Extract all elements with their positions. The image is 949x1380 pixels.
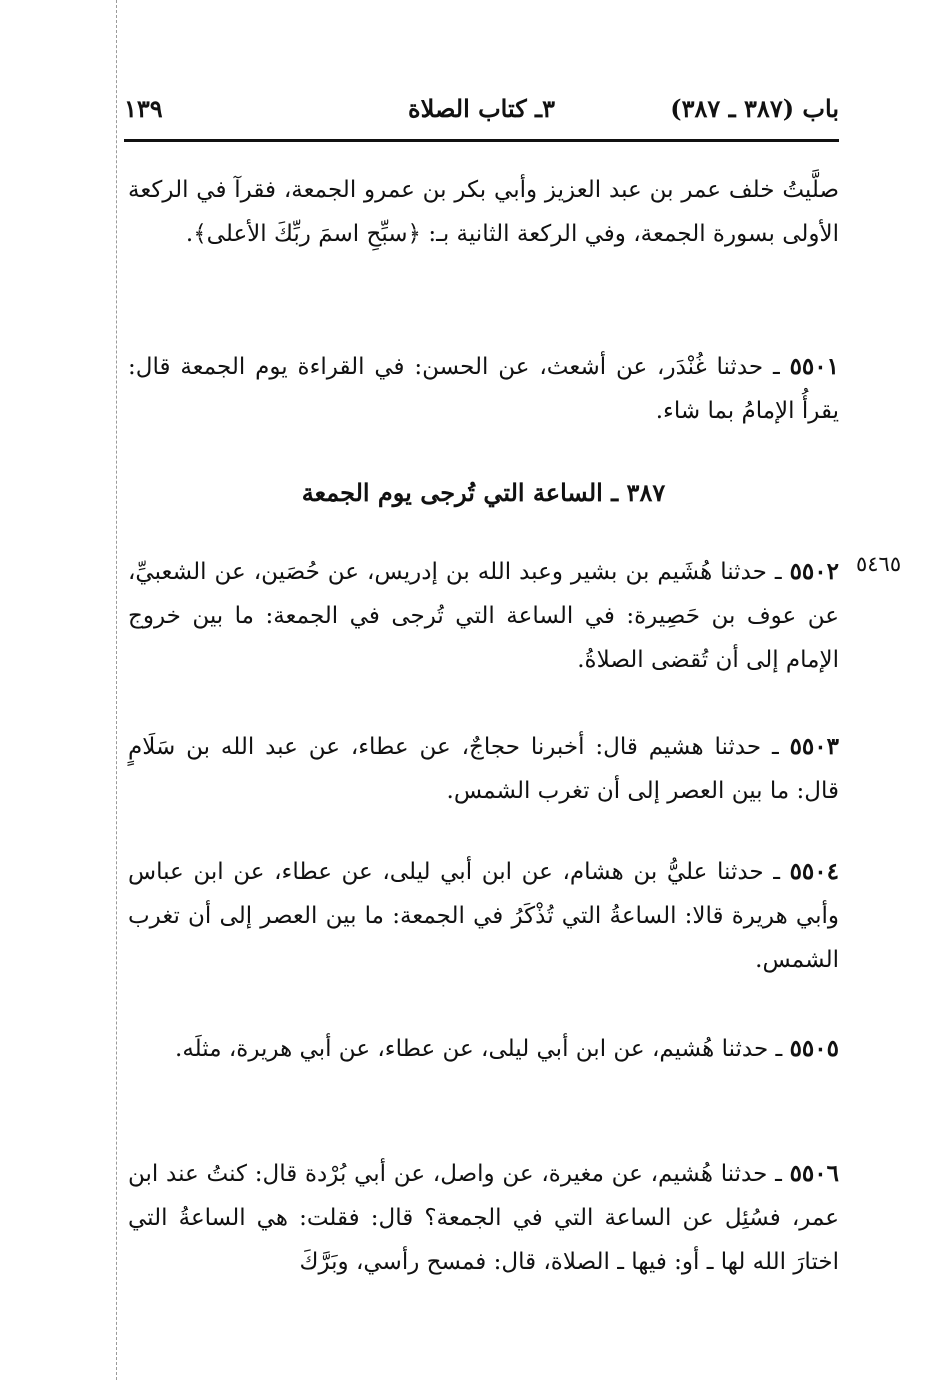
header-rule xyxy=(124,139,839,142)
hadith-5506 xyxy=(128,1152,839,1284)
book-title: ٣ـ كتاب الصلاة xyxy=(408,94,555,123)
hadith-5504 xyxy=(128,850,839,982)
hadith-number: ٥٥٠٢ xyxy=(789,558,839,585)
page-header xyxy=(124,86,839,130)
hadith-number: ٥٥٠٥ xyxy=(789,1035,839,1062)
hadith-5505 xyxy=(128,1027,839,1071)
hadith-number: ٥٥٠٦ xyxy=(789,1160,839,1187)
chapter-reference: باب (٣٨٧ ـ ٣٨٧) xyxy=(670,94,839,123)
paragraph-text: صلَّيتُ خلف عمر بن عبد العزيز وأبي بكر بن عمرو الجمعة، فقرآ في الركعة الأولى بسورة الجمعة، وفي الركعة الثانية بـ: ﴿سبِّحِ اسمَ ربِّكَ الأعلى﴾. xyxy=(128,177,839,247)
hadith-text: ـ حدثنا هُشيم، عن ابن أبي ليلى، عن عطاء، عن أبي هريرة، مثلَه. xyxy=(175,1036,790,1062)
paragraph-continuation xyxy=(128,168,839,256)
page-number: ١٣٩ xyxy=(124,94,163,123)
hadith-text: ـ حدثنا هشيم قال: أخبرنا حجاجٌ، عن عطاء، عن عبد الله بن سَلَامٍ قال: ما بين العصر إلى أن تغرب الشمس. xyxy=(128,734,839,804)
hadith-text: ـ حدثنا هُشيم، عن مغيرة، عن واصل، عن أبي بُرْدة قال: كنتُ عند ابن عمر، فسُئِل عن الساعة التي في الجمعة؟ قال: فقلت: هي الساعةُ التي اختارَ الله لها ـ أو: فيها ـ الصلاة، قال: فمسح رأسي، وبَرَّكَ xyxy=(128,1161,839,1275)
hadith-5503 xyxy=(128,725,839,813)
margin-reference-number: ٥٤٦٥ xyxy=(856,552,902,576)
page-edge-dashed-line xyxy=(116,0,117,1380)
hadith-number: ٥٥٠١ xyxy=(789,353,839,380)
hadith-5501 xyxy=(128,345,839,433)
hadith-number: ٥٥٠٤ xyxy=(789,858,839,885)
hadith-text: ـ حدثنا غُنْدَر، عن أشعث، عن الحسن: في القراءة يوم الجمعة قال: يقرأُ الإمامُ بما شاء. xyxy=(128,354,839,424)
hadith-text: ـ حدثنا هُشَيم بن بشير وعبد الله بن إدريس، عن حُصَين، عن الشعبيِّ، عن عوف بن حَصِيرة: في الساعة التي تُرجى في الجمعة: ما بين خروج الإمام إلى أن تُقضى الصلاةُ. xyxy=(128,559,839,673)
hadith-5502 xyxy=(128,550,839,682)
section-heading: ٣٨٧ ـ الساعة التي تُرجى يوم الجمعة xyxy=(301,478,666,507)
hadith-text: ـ حدثنا عليُّ بن هشام، عن ابن أبي ليلى، عن عطاء، عن ابن عباس وأبي هريرة قالا: الساعةُ التي تُذْكَرُ في الجمعة: ما بين العصر إلى أن تغرب الشمس. xyxy=(128,859,839,973)
hadith-number: ٥٥٠٣ xyxy=(789,733,839,760)
